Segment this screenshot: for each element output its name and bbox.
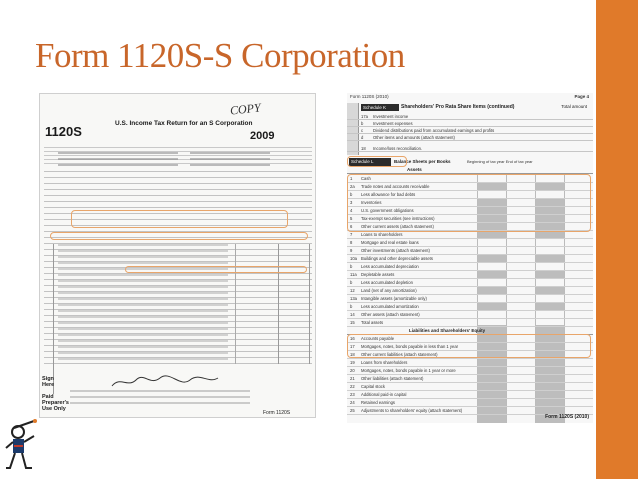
liability-row: 22 Capital stock (347, 383, 593, 391)
liability-row: 23 Additional paid-in capital (347, 391, 593, 399)
liability-row: 25 Adjustments to shareholders' equity (attach statement) (347, 407, 593, 415)
page-footer-form: Form 1120S (2010) (545, 414, 589, 420)
assets-header: Assets (347, 167, 593, 174)
asset-row: b Less accumulated depreciation (347, 263, 593, 271)
asset-row: 3 Inventories (347, 199, 593, 207)
highlight-gross-receipts (71, 210, 288, 228)
accent-bar (596, 0, 638, 479)
schedule-k-label: Schedule K (361, 104, 399, 111)
liability-row: 20 Mortgages, notes, bonds payable in 1 year or more (347, 367, 593, 375)
form-title: U.S. Income Tax Return for an S Corporation (115, 120, 253, 127)
asset-row: 4 U.S. government obligations (347, 207, 593, 215)
form-1120s-page-4 (347, 93, 593, 423)
preparer-label: Preparer's (42, 400, 69, 406)
asset-row: b Less allowance for bad debts (347, 191, 593, 199)
liability-row: 21 Other liabilities (attach statement) (347, 375, 593, 383)
asset-row: b Less accumulated depletion (347, 279, 593, 287)
slide-title: Form 1120S-S Corporation (35, 36, 405, 75)
asset-row: b Less accumulated amortization (347, 303, 593, 311)
schedule-k-section (347, 103, 593, 155)
asset-row: 1 Cash (347, 175, 593, 183)
asset-row: 15 Total assets (347, 319, 593, 327)
schedule-k-row: 17a Investment income (347, 113, 593, 120)
here-label: Here (42, 382, 55, 388)
liability-row: 18 Other current liabilities (attach statement) (347, 351, 593, 359)
schedule-k-row: d Other items and amounts (attach statement) (347, 134, 593, 141)
schedule-k-row: b Investment expenses (347, 120, 593, 127)
copy-stamp: COPY (229, 100, 262, 118)
asset-row: 8 Mortgage and real estate loans (347, 239, 593, 247)
schedule-k-row: c Dividend distributions paid from accumulated earnings and profits (347, 127, 593, 134)
asset-row: 5 Tax-exempt securities (see instructions) (347, 215, 593, 223)
paid-label: Paid (42, 394, 54, 400)
highlight-current-liabilities (347, 334, 591, 358)
section-label-band (44, 244, 54, 394)
asset-row: 13a Intangible assets (amortizable only) (347, 295, 593, 303)
schedule-l-column-headers: Beginning of tax year End of tax year (467, 159, 533, 164)
page-number: Page 4 (574, 94, 589, 99)
highlight-current-assets (347, 174, 591, 232)
preparer-info (70, 390, 250, 408)
asset-row: 14 Other assets (attach statement) (347, 311, 593, 319)
page-header-form: Form 1120S (2010) (350, 94, 389, 99)
amount-column (278, 244, 310, 364)
asset-row: 10a Buildings and other depreciable assets (347, 255, 593, 263)
highlight-total-income (50, 232, 308, 240)
asset-row: 6 Other current assets (attach statement) (347, 223, 593, 231)
subtotal-column (235, 244, 275, 364)
schedule-l-label: Schedule L (349, 158, 391, 166)
highlight-schedule-l (347, 156, 407, 167)
schedule-l-title: Balance Sheets per Books (394, 159, 451, 164)
liability-row: 19 Loans from shareholders (347, 359, 593, 367)
liability-row: 24 Retained earnings (347, 399, 593, 407)
form-footer: Form 1120S (263, 410, 291, 416)
ein-block (190, 152, 270, 166)
page-header (347, 93, 593, 101)
asset-row: 12 Land (net of any amortization) (347, 287, 593, 295)
liability-row: 16 Accounts payable (347, 335, 593, 343)
tax-year: 2009 (250, 130, 275, 142)
asset-row: 9 Other investments (attach statement) (347, 247, 593, 255)
highlight-deduction-line (125, 266, 307, 273)
schedule-k-row: 18 Income/loss reconciliation. (347, 145, 593, 152)
line-descriptions (58, 244, 228, 364)
asset-row: 11a Depletable assets (347, 271, 593, 279)
signature-scribble (110, 374, 220, 390)
use-only-label: Use Only (42, 406, 66, 412)
form-number: 1120S (45, 124, 82, 139)
schedule-k-title: Shareholders' Pro Rata Share Items (continued) (401, 104, 515, 110)
form-1120s-scan (39, 93, 316, 418)
schedule-k-total-header: Total amount (561, 104, 587, 109)
sign-label: Sign (42, 376, 54, 382)
liabilities-header: Liabilities and Shareholders' Equity (347, 327, 593, 335)
liability-row: 17 Mortgages, notes, bonds payable in less than 1 year (347, 343, 593, 351)
taxpayer-info-block (58, 152, 178, 166)
asset-row: 2a Trade notes and accounts receivable (347, 183, 593, 191)
mascot-logo-icon (4, 418, 44, 474)
asset-row: 7 Loans to shareholders (347, 231, 593, 239)
